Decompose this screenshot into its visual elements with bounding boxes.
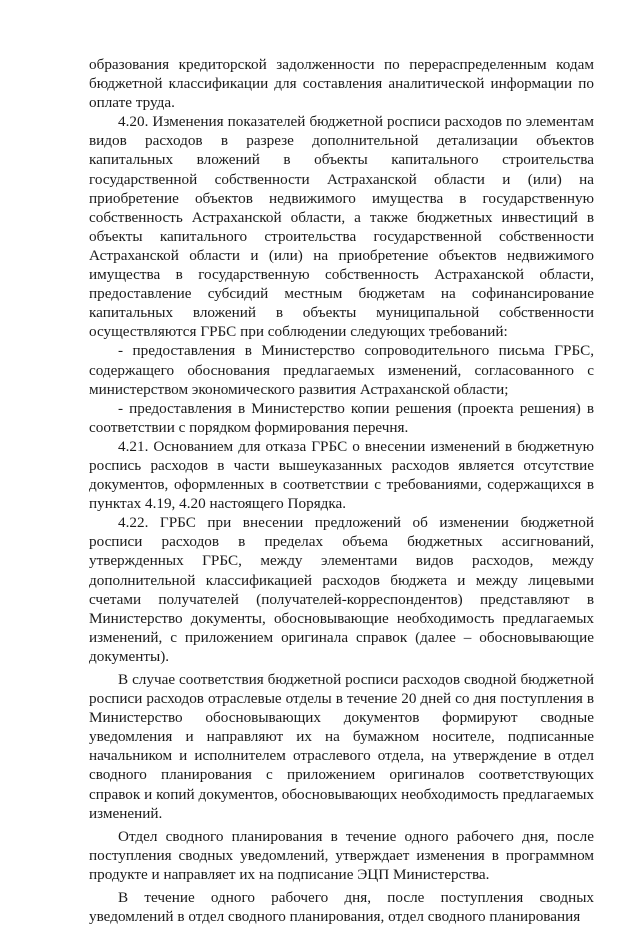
list-item-cover-letter: - предоставления в Министерство сопроводительного письма ГРБС, содержащего обоснования предлагаемых изменений, согласованного с министерством экономического развития Астраханской области;: [89, 342, 594, 398]
paragraph-4-22: 4.22. ГРБС при внесении предложений об изменении бюджетной росписи расходов в пределах объема бюджетных ассигнований, утвержденных ГРБС, между элементами видов расходов, между дополнительной классификацией расходов бюджета и между лицевыми счетами получателей (получателей-корреспондентов) представляют в Министерство документы, обосновывающие необходимость предлагаемых изменений, с приложением оригинала справок (далее – обосновывающие документы).: [89, 514, 594, 665]
paragraph-compliance-case: В случае соответствия бюджетной росписи расходов сводной бюджетной росписи расходов отраслевые отделы в течение 20 дней со дня поступления в Министерство обосновывающих документов формируют сводные уведомления и направляют их на бумажном носителе, подписанные начальником и исполнителем отраслевого отдела, на утверждение в отдел сводного планирования с приложением оригиналов соответствующих справок и копий документов, обосновывающих необходимость предлагаемых изменений.: [89, 671, 594, 822]
document-page: [89, 55, 594, 926]
paragraph-continuation: образования кредиторской задолженности по перераспределенным кодам бюджетной классификации для составления аналитической информации по оплате труда.: [89, 56, 594, 112]
list-item-decision-copy: - предоставления в Министерство копии решения (проекта решения) в соответствии с порядком формирования перечня.: [89, 399, 594, 436]
paragraph-4-21: 4.21. Основанием для отказа ГРБС о внесении изменений в бюджетную роспись расходов в части вышеуказанных расходов является отсутствие документов, оформленных в соответствии с требованиями, содержащихся в пунктах 4.19, 4.20 настоящего Порядка.: [89, 437, 594, 513]
paragraph-4-20: 4.20. Изменения показателей бюджетной росписи расходов по элементам видов расходов в разрезе дополнительной детализации объектов капитальных вложений в объекты капитального строительства государственной собственности Астраханской области и (или) на приобретение объектов недвижимого имущества в государственную собственность Астраханской области, а также бюджетных инвестиций в объекты капитального строительства государственной собственности Астраханской области и (или) на приобретение объектов недвижимого имущества в государственную собственность Астраханской области, предоставление субсидий местным бюджетам на софинансирование капитальных вложений в объекты муниципальной собственности осуществляются ГРБС при соблюдении следующих требований:: [89, 113, 594, 341]
paragraph-consolidated-planning: Отдел сводного планирования в течение одного рабочего дня, после поступления сводных уведомлений, утверждает изменения в программном продукте и направляет их на подписание ЭЦП Министерства.: [89, 827, 594, 883]
paragraph-within-one-day: В течение одного рабочего дня, после поступления сводных уведомлений в отдел сводного планирования, отдел сводного планирования: [89, 889, 594, 926]
